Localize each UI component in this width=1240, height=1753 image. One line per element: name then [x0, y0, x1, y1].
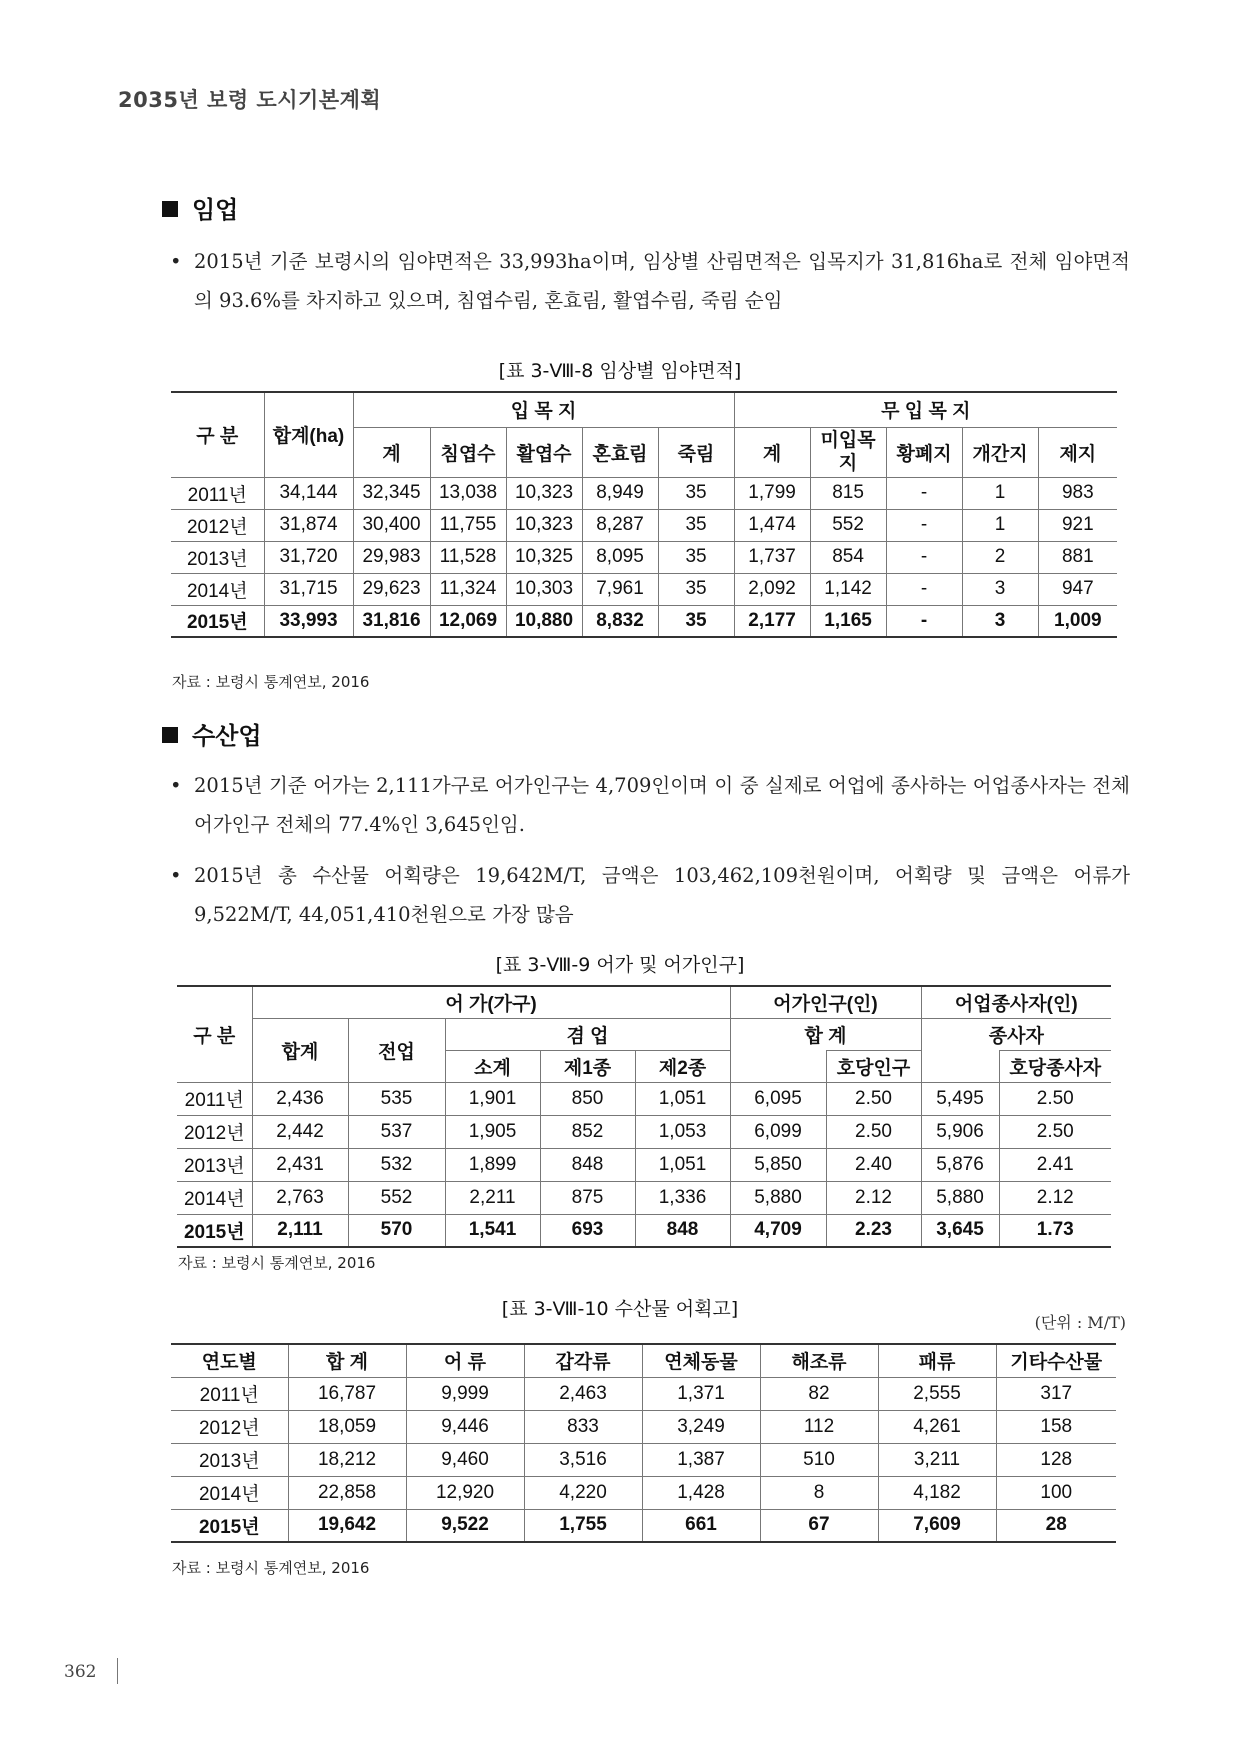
table-row	[171, 477, 1117, 509]
table-cell: 4,709	[730, 1214, 826, 1247]
table-cell: 9,446	[406, 1410, 524, 1443]
table-cell: 852	[540, 1115, 635, 1148]
table-cell: 10,323	[506, 477, 582, 509]
table-10-source: 자료 : 보령시 통계연보, 2016	[172, 1559, 370, 1577]
table-cell: 2.50	[826, 1082, 921, 1115]
fishery-heading	[162, 716, 262, 751]
header-cell: 갑각류	[524, 1344, 642, 1377]
page-number: 362	[64, 1662, 97, 1682]
table-cell: 3,211	[878, 1443, 996, 1476]
subheader-cell: 개간지	[962, 427, 1038, 477]
table-cell: 2.50	[999, 1082, 1111, 1115]
table-cell: 2011년	[177, 1082, 252, 1115]
table-cell: 570	[348, 1214, 445, 1247]
table-8-caption: [표 3-Ⅷ-8 임상별 임야면적]	[498, 360, 742, 382]
table-cell: 29,983	[353, 541, 430, 573]
table-cell: 35	[658, 573, 734, 605]
table-row	[171, 509, 1117, 541]
table-row	[171, 1443, 1116, 1476]
fishery-bullet-1-text: 2015년 기준 어가는 2,111가구로 어가인구는 4,709인이며 이 중 실제로 어업에 종사하는 어업종사자는 전체 어가인구 전체의 77.4%인 3,645인임.	[194, 774, 1130, 836]
table-cell: 983	[1038, 477, 1117, 509]
table-cell: 12,920	[406, 1476, 524, 1509]
table-cell: 2014년	[177, 1181, 252, 1214]
table-cell: 2013년	[171, 1443, 288, 1476]
table-cell: 2,431	[252, 1148, 348, 1181]
table-cell: 5,880	[921, 1181, 999, 1214]
group-population: 어가인구(인)	[730, 986, 921, 1018]
fishing-households-table	[177, 985, 1111, 1248]
table-cell: 19,642	[288, 1509, 406, 1542]
subheader-cell: 제지	[1038, 427, 1117, 477]
table-8-source: 자료 : 보령시 통계연보, 2016	[172, 673, 370, 691]
table-cell: 661	[642, 1509, 760, 1542]
table-cell: 5,880	[730, 1181, 826, 1214]
table-cell: 2012년	[171, 509, 264, 541]
col-gubun: 구 분	[171, 392, 264, 477]
table-cell: 1,474	[734, 509, 810, 541]
table-cell: 31,874	[264, 509, 353, 541]
table-cell: 833	[524, 1410, 642, 1443]
table-cell: 537	[348, 1115, 445, 1148]
table-cell: 3	[962, 605, 1038, 637]
table-cell: 2,092	[734, 573, 810, 605]
table-cell: 2.40	[826, 1148, 921, 1181]
table-cell: 4,261	[878, 1410, 996, 1443]
table-cell: 18,059	[288, 1410, 406, 1443]
subheader-cell: 황폐지	[886, 427, 962, 477]
table-cell: 2,555	[878, 1377, 996, 1410]
table-cell: 35	[658, 509, 734, 541]
header-cell: 연도별	[171, 1344, 288, 1377]
table-cell: 2,463	[524, 1377, 642, 1410]
table-cell: 2.41	[999, 1148, 1111, 1181]
table-cell: 82	[760, 1377, 878, 1410]
table-cell: 8,095	[582, 541, 658, 573]
table-cell: 3,516	[524, 1443, 642, 1476]
table-10-header	[171, 1344, 1116, 1377]
table-cell: 848	[635, 1214, 730, 1247]
col-gubun: 구 분	[177, 986, 252, 1082]
table-cell: 875	[540, 1181, 635, 1214]
fishery-bullet-1	[170, 766, 1130, 844]
blank-cell	[921, 1050, 999, 1082]
square-bullet-icon	[162, 201, 178, 217]
table-cell: 2,442	[252, 1115, 348, 1148]
table-cell: 1,905	[445, 1115, 540, 1148]
table-cell: 2013년	[177, 1148, 252, 1181]
table-cell: 1,541	[445, 1214, 540, 1247]
square-bullet-icon	[162, 727, 178, 743]
table-cell: 11,755	[430, 509, 506, 541]
col-subtotal: 소계	[445, 1050, 540, 1082]
table-cell: 16,787	[288, 1377, 406, 1410]
table-cell: 7,961	[582, 573, 658, 605]
table-cell: 4,182	[878, 1476, 996, 1509]
table-row	[171, 1410, 1116, 1443]
catch-volume-table	[171, 1343, 1116, 1543]
table-cell: 29,623	[353, 573, 430, 605]
subheader-cell: 혼효림	[582, 427, 658, 477]
table-cell: 13,038	[430, 477, 506, 509]
table-cell: -	[886, 509, 962, 541]
table-row	[171, 541, 1117, 573]
table-cell: 11,528	[430, 541, 506, 573]
group-stocked: 입 목 지	[353, 392, 734, 427]
blank-cell	[730, 1050, 826, 1082]
running-head: 2035년 보령 도시기본계획	[118, 88, 382, 112]
table-cell: 30,400	[353, 509, 430, 541]
table-cell: 1	[962, 477, 1038, 509]
table-row	[171, 1509, 1116, 1542]
table-cell: 31,720	[264, 541, 353, 573]
col-workers: 종사자	[921, 1018, 1111, 1050]
table-cell: 2012년	[171, 1410, 288, 1443]
table-cell: 1,737	[734, 541, 810, 573]
table-cell: 7,609	[878, 1509, 996, 1542]
table-cell: 35	[658, 605, 734, 637]
table-cell: 34,144	[264, 477, 353, 509]
table-cell: 1,009	[1038, 605, 1117, 637]
table-cell: 9,460	[406, 1443, 524, 1476]
header-cell: 연체동물	[642, 1344, 760, 1377]
table-cell: 1,051	[635, 1148, 730, 1181]
table-cell: 112	[760, 1410, 878, 1443]
table-cell: 158	[996, 1410, 1116, 1443]
table-cell: 8,287	[582, 509, 658, 541]
table-cell: 1,336	[635, 1181, 730, 1214]
table-cell: 2.12	[999, 1181, 1111, 1214]
table-cell: 2,436	[252, 1082, 348, 1115]
fishery-bullet-2-text: 2015년 총 수산물 어획량은 19,642M/T, 금액은 103,462,109천원이며, 어획량 및 금액은 어류가 9,522M/T, 44,051,410천원으로 가장 많음	[194, 864, 1130, 926]
table-cell: 5,495	[921, 1082, 999, 1115]
table-cell: -	[886, 541, 962, 573]
group-parttime: 겸 업	[445, 1018, 730, 1050]
table-cell: 12,069	[430, 605, 506, 637]
table-cell: 1,371	[642, 1377, 760, 1410]
subheader-cell: 미입목 지	[810, 427, 886, 477]
subheader-cell: 침엽수	[430, 427, 506, 477]
table-cell: 532	[348, 1148, 445, 1181]
table-cell: 10,880	[506, 605, 582, 637]
table-cell: 552	[348, 1181, 445, 1214]
table-cell: 35	[658, 541, 734, 573]
forestry-heading	[162, 190, 238, 225]
col-total: 합계	[252, 1018, 348, 1082]
table-cell: 2015년	[171, 1509, 288, 1542]
table-cell: 35	[658, 477, 734, 509]
table-cell: 2,763	[252, 1181, 348, 1214]
table-cell: -	[886, 573, 962, 605]
table-cell: 32,345	[353, 477, 430, 509]
table-cell: 1.73	[999, 1214, 1111, 1247]
table-cell: 33,993	[264, 605, 353, 637]
table-cell: 8,832	[582, 605, 658, 637]
col-pop-total: 합 계	[730, 1018, 921, 1050]
table-cell: 128	[996, 1443, 1116, 1476]
subheader-cell: 죽림	[658, 427, 734, 477]
page-number-divider	[117, 1658, 118, 1684]
table-cell: 854	[810, 541, 886, 573]
table-cell: 6,095	[730, 1082, 826, 1115]
table-cell: 2.12	[826, 1181, 921, 1214]
table-cell: 5,906	[921, 1115, 999, 1148]
header-cell: 기타수산물	[996, 1344, 1116, 1377]
col-workers-per-household: 호당종사자	[999, 1050, 1111, 1082]
table-cell: 31,715	[264, 573, 353, 605]
table-cell: 8	[760, 1476, 878, 1509]
table-cell: 552	[810, 509, 886, 541]
table-cell: 1,799	[734, 477, 810, 509]
table-10-caption: [표 3-Ⅷ-10 수산물 어획고]	[501, 1298, 739, 1320]
col-type1: 제1종	[540, 1050, 635, 1082]
table-cell: 11,324	[430, 573, 506, 605]
table-cell: 1,387	[642, 1443, 760, 1476]
table-cell: 100	[996, 1476, 1116, 1509]
table-cell: 2011년	[171, 477, 264, 509]
col-fulltime: 전업	[348, 1018, 445, 1082]
table-cell: 1,142	[810, 573, 886, 605]
header-cell: 합 계	[288, 1344, 406, 1377]
table-cell: 2.50	[999, 1115, 1111, 1148]
table-cell: 815	[810, 477, 886, 509]
table-cell: 1,901	[445, 1082, 540, 1115]
table-cell: 5,876	[921, 1148, 999, 1181]
table-cell: 10,303	[506, 573, 582, 605]
table-row	[177, 1181, 1111, 1214]
table-row	[171, 1476, 1116, 1509]
table-cell: 2015년	[171, 605, 264, 637]
table-cell: 921	[1038, 509, 1117, 541]
header-cell: 패류	[878, 1344, 996, 1377]
subheader-cell: 계	[734, 427, 810, 477]
table-cell: 1,165	[810, 605, 886, 637]
table-cell: 8,949	[582, 477, 658, 509]
table-cell: 1,053	[635, 1115, 730, 1148]
table-cell: 2014년	[171, 573, 264, 605]
table-cell: 3,645	[921, 1214, 999, 1247]
forestry-heading-text: 임업	[192, 196, 239, 224]
table-cell: 317	[996, 1377, 1116, 1410]
table-cell: 1,755	[524, 1509, 642, 1542]
col-per-household: 호당인구	[826, 1050, 921, 1082]
bullet-dot-icon: •	[170, 864, 182, 887]
group-households: 어 가(가구)	[252, 986, 730, 1018]
table-row	[177, 1214, 1111, 1247]
table-cell: 850	[540, 1082, 635, 1115]
subheader-cell: 활엽수	[506, 427, 582, 477]
table-cell: 2,111	[252, 1214, 348, 1247]
table-row	[171, 1377, 1116, 1410]
fishery-bullet-2	[170, 856, 1130, 934]
table-cell: 2	[962, 541, 1038, 573]
table-cell: 5,850	[730, 1148, 826, 1181]
table-cell: 2014년	[171, 1476, 288, 1509]
table-cell: -	[886, 477, 962, 509]
table-cell: 2.50	[826, 1115, 921, 1148]
table-cell: 10,323	[506, 509, 582, 541]
table-cell: -	[886, 605, 962, 637]
table-cell: 3,249	[642, 1410, 760, 1443]
table-row	[177, 1082, 1111, 1115]
forestry-bullet	[170, 242, 1130, 320]
table-cell: 2011년	[171, 1377, 288, 1410]
header-cell: 어 류	[406, 1344, 524, 1377]
table-cell: 2,211	[445, 1181, 540, 1214]
table-cell: 1	[962, 509, 1038, 541]
table-9-source: 자료 : 보령시 통계연보, 2016	[178, 1254, 376, 1272]
forest-area-table	[171, 391, 1117, 638]
table-row	[171, 573, 1117, 605]
table-cell: 848	[540, 1148, 635, 1181]
table-cell: 18,212	[288, 1443, 406, 1476]
table-cell: 881	[1038, 541, 1117, 573]
fishery-heading-text: 수산업	[192, 722, 262, 750]
col-type2: 제2종	[635, 1050, 730, 1082]
table-cell: 2013년	[171, 541, 264, 573]
bullet-dot-icon: •	[170, 250, 182, 273]
group-unstocked: 무 입 목 지	[734, 392, 1117, 427]
table-cell: 10,325	[506, 541, 582, 573]
subheader-cell: 계	[353, 427, 430, 477]
table-cell: 947	[1038, 573, 1117, 605]
table-cell: 28	[996, 1509, 1116, 1542]
table-cell: 3	[962, 573, 1038, 605]
table-row	[177, 1148, 1111, 1181]
table-cell: 2,177	[734, 605, 810, 637]
table-cell: 535	[348, 1082, 445, 1115]
table-cell: 1,428	[642, 1476, 760, 1509]
forestry-bullet-text: 2015년 기준 보령시의 임야면적은 33,993ha이며, 임상별 산림면적은 입목지가 31,816ha로 전체 임야면적의 93.6%를 차지하고 있으며, 침엽수림, 혼효림, 활엽수림, 죽림 순임	[194, 250, 1130, 312]
table-cell: 31,816	[353, 605, 430, 637]
table-row	[177, 1115, 1111, 1148]
table-cell: 2015년	[177, 1214, 252, 1247]
table-cell: 67	[760, 1509, 878, 1542]
group-workers: 어업종사자(인)	[921, 986, 1111, 1018]
table-row	[171, 605, 1117, 637]
table-cell: 2.23	[826, 1214, 921, 1247]
table-9-caption: [표 3-Ⅷ-9 어가 및 어가인구]	[495, 954, 745, 976]
table-cell: 9,999	[406, 1377, 524, 1410]
col-total-ha: 합계(ha)	[264, 392, 353, 477]
table-cell: 1,899	[445, 1148, 540, 1181]
bullet-dot-icon: •	[170, 774, 182, 797]
table-cell: 4,220	[524, 1476, 642, 1509]
table-cell: 1,051	[635, 1082, 730, 1115]
table-cell: 6,099	[730, 1115, 826, 1148]
table-cell: 2012년	[177, 1115, 252, 1148]
table-cell: 510	[760, 1443, 878, 1476]
table-10-unit: (단위 : M/T)	[1034, 1313, 1126, 1332]
table-cell: 22,858	[288, 1476, 406, 1509]
header-cell: 해조류	[760, 1344, 878, 1377]
table-cell: 693	[540, 1214, 635, 1247]
table-cell: 9,522	[406, 1509, 524, 1542]
